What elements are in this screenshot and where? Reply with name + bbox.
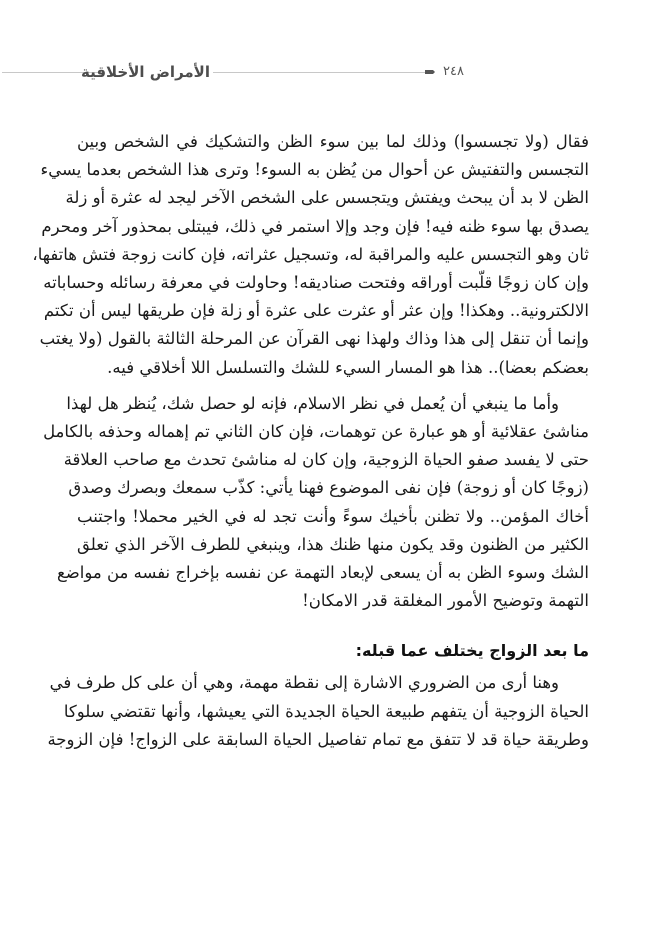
text-line: ثان وهو التجسس عليه والمراقبة له، وتسجيل عثراته، فإن كانت زوجة فتش هاتفها،: [32, 244, 589, 264]
paragraph-3: [47, 669, 589, 754]
text-line: وإن كان زوجًا قلّبت أوراقه وفتحت صناديقه! وحاولت في معرفة رسائله وحساباته: [43, 273, 589, 293]
text-line: وأما ما ينبغي أن يُعمل في نظر الاسلام، فإنه لو حصل شك، يُنظر هل لهذا: [66, 393, 559, 413]
text-line: مناشئ عقلائية أو هو عبارة عن توهمات، فإن كان الثاني تم إهماله وحذفه بالكامل: [43, 422, 589, 442]
text-line: الشك وسوء الظن به أن يسعى لإبعاد التهمة عن نفسه بإخراج نفسه من مواضع: [57, 563, 589, 583]
text-line: وإنما أن تنقل إلى هذا وذاك ولهذا نهى القرآن عن المرحلة الثالثة بالقول (ولا يغتب: [39, 329, 589, 349]
text-line: وهنا أرى من الضروري الاشارة إلى نقطة مهمة، وهي أن على كل طرف في: [49, 673, 559, 693]
running-title: الأمراض الأخلاقية: [80, 63, 210, 81]
text-line: فقال (ولا تجسسوا) وذلك لما بين سوء الظن والتشكيك في الشخص وبين: [77, 132, 589, 151]
text-line: التجسس والتفتيش عن أحوال من يُظن به السوء! وترى هذا الشخص بعدما يسيء: [40, 160, 589, 180]
text-line: الكثير من الظنون وقد يكون منها ظنك هذا، وينبغي للطرف الآخر الذي تعلق: [77, 534, 589, 554]
paragraph-spacer: [77, 382, 589, 390]
section-heading: ما بعد الزواج يختلف عما قبله:: [355, 641, 589, 661]
paragraph-1: [32, 128, 589, 382]
page-header: [0, 60, 669, 84]
text-line: التهمة وتوضيح الأمور المغلقة قدر الامكان!: [302, 591, 589, 611]
header-divider-right: [213, 72, 431, 73]
text-line: وطريقة حياة قد لا تتفق مع تمام تفاصيل الحياة السابقة على الزواج! فإن الزوجة: [47, 729, 589, 749]
text-line: الظن لا بد أن يبحث ويفتش ويتجسس على الشخص الآخر ليجد له عثرة أو زلة: [65, 188, 589, 208]
paragraph-2: [43, 390, 589, 616]
arrow-marker-icon: [425, 70, 435, 74]
section-spacer: [77, 615, 589, 637]
text-line: (زوجًا كان أو زوجة) فإن نفى الموضوع فهنا يأتي: كذّب سمعك وبصرك وصدق: [68, 478, 589, 498]
text-line: يصدق بها سوء ظنه فيه! فإن وجد وإلا استمر في ذلك، فيبتلى بمحذور آخر ومحرم: [41, 216, 589, 236]
text-line: بعضكم بعضا).. هذا هو المسار السيء للشك والتسلسل اللا أخلاقي فيه.: [107, 357, 589, 377]
text-line: أخاك المؤمن.. ولا تظنن بأخيك سوءً وأنت تجد له في الخير محملا! واجتنب: [77, 506, 589, 526]
page-number: ٢٤٨: [443, 64, 464, 79]
text-line: الالكترونية.. وهكذا! وإن عثر أو عثرت على عثرة أو زلة فإن طريقها ليس أن تكتم: [43, 301, 589, 321]
text-line: حتى لا يفسد صفو الحياة الزوجية، وإن كان له مناشئ تحدث مع صاحب العلاقة: [63, 450, 589, 470]
text-line: الحياة الزوجية أن يتفهم طبيعة الحياة الجديدة التي يعيشها، وأنها تقتضي سلوكا: [63, 701, 589, 721]
page-body: [32, 128, 589, 754]
